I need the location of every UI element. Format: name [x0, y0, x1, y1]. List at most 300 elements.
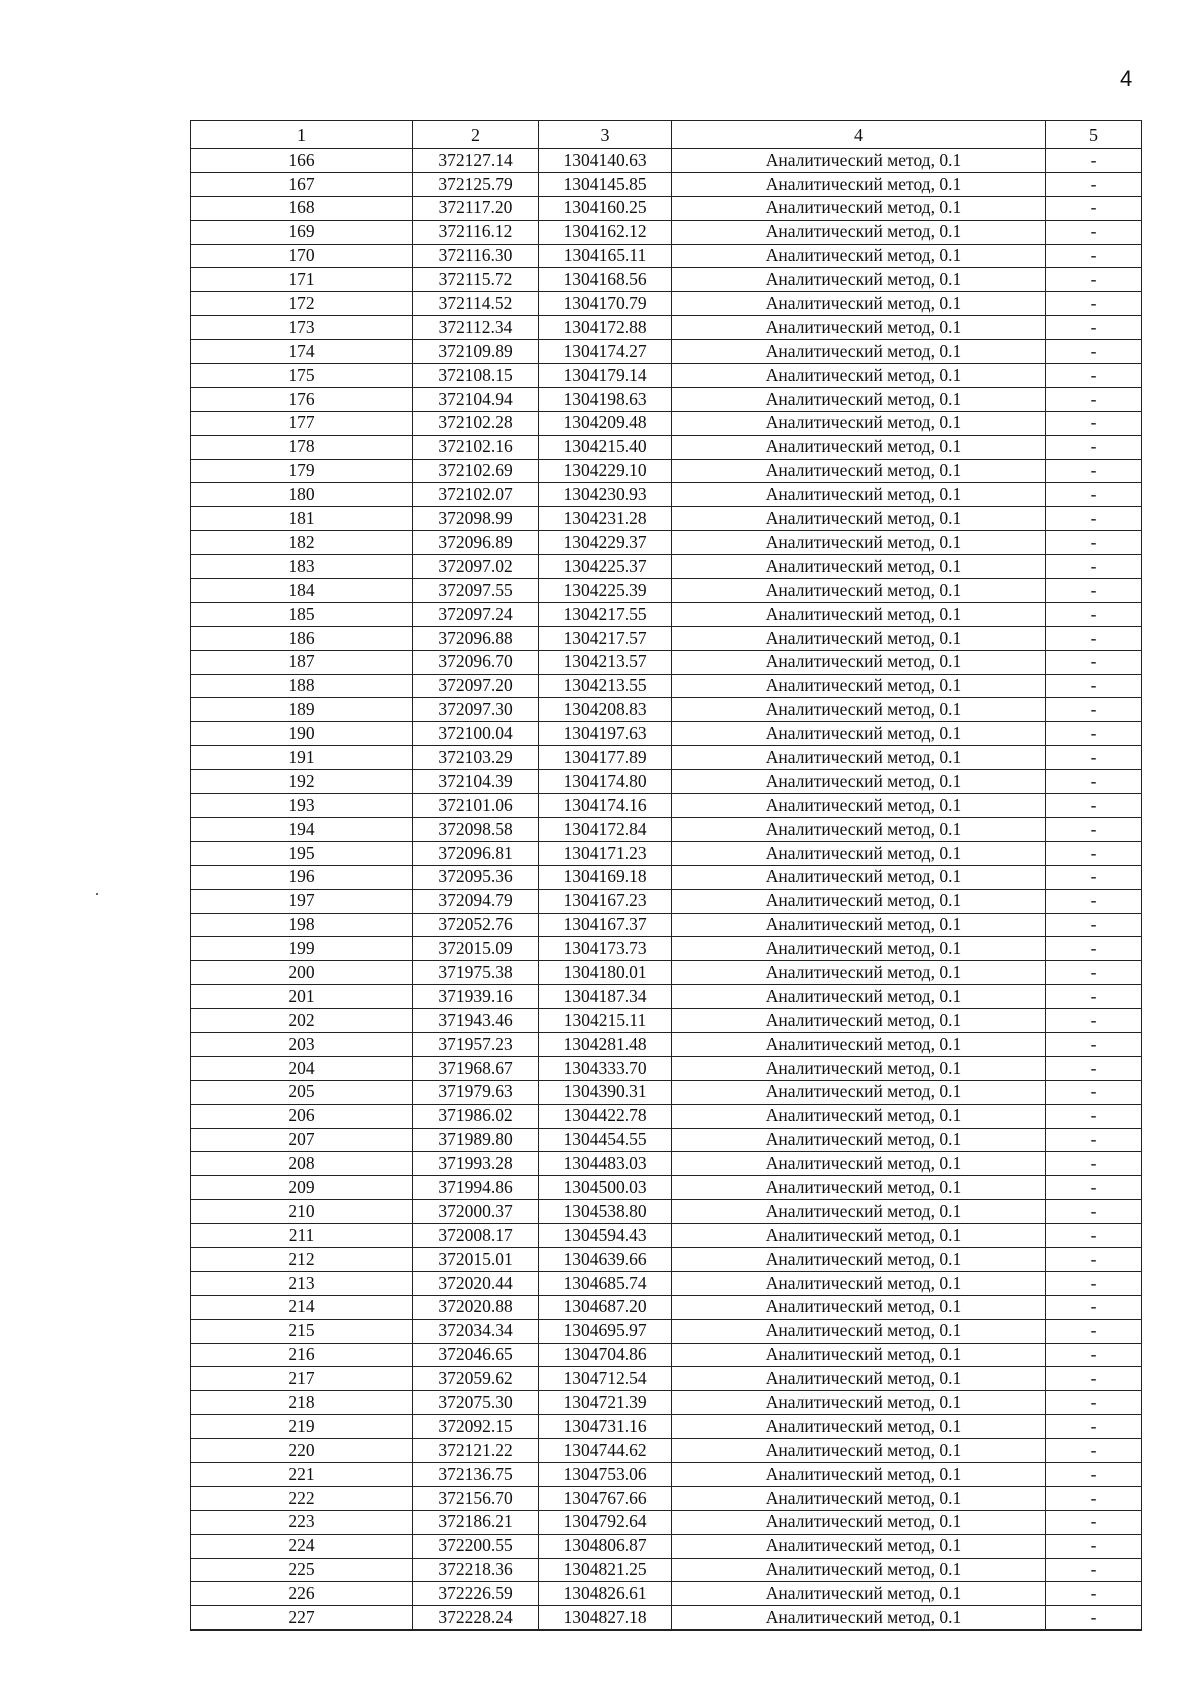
point-number-cell: 210: [191, 1200, 413, 1224]
note-cell: -: [1046, 1176, 1142, 1200]
table-row: [191, 650, 1142, 674]
x-coordinate-cell: 371968.67: [413, 1056, 539, 1080]
method-cell: Аналитический метод, 0.1: [672, 1343, 1046, 1367]
x-coordinate-cell: 372226.59: [413, 1582, 539, 1606]
table-row: [191, 149, 1142, 173]
method-cell: Аналитический метод, 0.1: [672, 1032, 1046, 1056]
table-row: [191, 1367, 1142, 1391]
x-coordinate-cell: 372097.30: [413, 698, 539, 722]
method-cell: Аналитический метод, 0.1: [672, 1080, 1046, 1104]
note-cell: -: [1046, 364, 1142, 388]
method-cell: Аналитический метод, 0.1: [672, 1128, 1046, 1152]
note-cell: -: [1046, 1271, 1142, 1295]
point-number-cell: 175: [191, 364, 413, 388]
x-coordinate-cell: 372115.72: [413, 268, 539, 292]
method-cell: Аналитический метод, 0.1: [672, 865, 1046, 889]
method-cell: Аналитический метод, 0.1: [672, 1558, 1046, 1582]
point-number-cell: 168: [191, 196, 413, 220]
method-cell: Аналитический метод, 0.1: [672, 579, 1046, 603]
point-number-cell: 180: [191, 483, 413, 507]
method-cell: Аналитический метод, 0.1: [672, 1152, 1046, 1176]
method-cell: Аналитический метод, 0.1: [672, 1176, 1046, 1200]
table-row: [191, 722, 1142, 746]
table-row: [191, 1439, 1142, 1463]
x-coordinate-cell: 372136.75: [413, 1462, 539, 1486]
method-cell: Аналитический метод, 0.1: [672, 1510, 1046, 1534]
table-row: [191, 220, 1142, 244]
coordinates-table: [190, 120, 1142, 1631]
table-row: [191, 1606, 1142, 1630]
point-number-cell: 176: [191, 387, 413, 411]
point-number-cell: 198: [191, 913, 413, 937]
table-row: [191, 1582, 1142, 1606]
table-row: [191, 1152, 1142, 1176]
method-cell: Аналитический метод, 0.1: [672, 1200, 1046, 1224]
method-cell: Аналитический метод, 0.1: [672, 698, 1046, 722]
note-cell: -: [1046, 602, 1142, 626]
x-coordinate-cell: 372059.62: [413, 1367, 539, 1391]
y-coordinate-cell: 1304140.63: [539, 149, 672, 173]
y-coordinate-cell: 1304483.03: [539, 1152, 672, 1176]
point-number-cell: 167: [191, 172, 413, 196]
point-number-cell: 204: [191, 1056, 413, 1080]
x-coordinate-cell: 372116.30: [413, 244, 539, 268]
point-number-cell: 178: [191, 435, 413, 459]
note-cell: -: [1046, 1391, 1142, 1415]
point-number-cell: 225: [191, 1558, 413, 1582]
note-cell: -: [1046, 1200, 1142, 1224]
table-row: [191, 841, 1142, 865]
note-cell: -: [1046, 1104, 1142, 1128]
method-cell: Аналитический метод, 0.1: [672, 340, 1046, 364]
table-row: [191, 674, 1142, 698]
table-row: [191, 1295, 1142, 1319]
y-coordinate-cell: 1304281.48: [539, 1032, 672, 1056]
method-cell: Аналитический метод, 0.1: [672, 1486, 1046, 1510]
page-number: 4: [1120, 66, 1133, 91]
y-coordinate-cell: 1304217.55: [539, 602, 672, 626]
method-cell: Аналитический метод, 0.1: [672, 602, 1046, 626]
method-cell: Аналитический метод, 0.1: [672, 674, 1046, 698]
point-number-cell: 169: [191, 220, 413, 244]
table-row: [191, 1558, 1142, 1582]
note-cell: -: [1046, 1415, 1142, 1439]
method-cell: Аналитический метод, 0.1: [672, 770, 1046, 794]
note-cell: -: [1046, 1247, 1142, 1271]
method-cell: Аналитический метод, 0.1: [672, 1534, 1046, 1558]
y-coordinate-cell: 1304169.18: [539, 865, 672, 889]
point-number-cell: 187: [191, 650, 413, 674]
x-coordinate-cell: 372097.24: [413, 602, 539, 626]
method-cell: Аналитический метод, 0.1: [672, 244, 1046, 268]
x-coordinate-cell: 372075.30: [413, 1391, 539, 1415]
table-row: [191, 1032, 1142, 1056]
note-cell: -: [1046, 1319, 1142, 1343]
table-row: [191, 889, 1142, 913]
note-cell: -: [1046, 196, 1142, 220]
table-row: [191, 579, 1142, 603]
note-cell: -: [1046, 1009, 1142, 1033]
point-number-cell: 170: [191, 244, 413, 268]
x-coordinate-cell: 372034.34: [413, 1319, 539, 1343]
note-cell: -: [1046, 268, 1142, 292]
y-coordinate-cell: 1304422.78: [539, 1104, 672, 1128]
y-coordinate-cell: 1304172.88: [539, 316, 672, 340]
note-cell: -: [1046, 817, 1142, 841]
x-coordinate-cell: 372000.37: [413, 1200, 539, 1224]
point-number-cell: 223: [191, 1510, 413, 1534]
method-cell: Аналитический метод, 0.1: [672, 1462, 1046, 1486]
note-cell: -: [1046, 913, 1142, 937]
y-coordinate-cell: 1304215.40: [539, 435, 672, 459]
x-coordinate-cell: 372095.36: [413, 865, 539, 889]
method-cell: Аналитический метод, 0.1: [672, 1319, 1046, 1343]
note-cell: -: [1046, 865, 1142, 889]
note-cell: -: [1046, 435, 1142, 459]
table-row: [191, 602, 1142, 626]
y-coordinate-cell: 1304712.54: [539, 1367, 672, 1391]
y-coordinate-cell: 1304215.11: [539, 1009, 672, 1033]
y-coordinate-cell: 1304731.16: [539, 1415, 672, 1439]
column-header-1: 1: [191, 121, 413, 149]
x-coordinate-cell: 372114.52: [413, 292, 539, 316]
y-coordinate-cell: 1304217.57: [539, 626, 672, 650]
note-cell: -: [1046, 1056, 1142, 1080]
point-number-cell: 200: [191, 961, 413, 985]
table-body: [191, 149, 1142, 1631]
table-row: [191, 1224, 1142, 1248]
x-coordinate-cell: 372100.04: [413, 722, 539, 746]
note-cell: -: [1046, 411, 1142, 435]
point-number-cell: 186: [191, 626, 413, 650]
point-number-cell: 227: [191, 1606, 413, 1630]
method-cell: Аналитический метод, 0.1: [672, 1224, 1046, 1248]
table-row: [191, 1510, 1142, 1534]
y-coordinate-cell: 1304826.61: [539, 1582, 672, 1606]
x-coordinate-cell: 372102.69: [413, 459, 539, 483]
method-cell: Аналитический метод, 0.1: [672, 364, 1046, 388]
y-coordinate-cell: 1304229.37: [539, 531, 672, 555]
x-coordinate-cell: 372125.79: [413, 172, 539, 196]
x-coordinate-cell: 372200.55: [413, 1534, 539, 1558]
method-cell: Аналитический метод, 0.1: [672, 1439, 1046, 1463]
column-header-3: 3: [539, 121, 672, 149]
note-cell: -: [1046, 1080, 1142, 1104]
x-coordinate-cell: 372097.55: [413, 579, 539, 603]
x-coordinate-cell: 372097.20: [413, 674, 539, 698]
y-coordinate-cell: 1304160.25: [539, 196, 672, 220]
method-cell: Аналитический метод, 0.1: [672, 794, 1046, 818]
y-coordinate-cell: 1304230.93: [539, 483, 672, 507]
note-cell: -: [1046, 483, 1142, 507]
y-coordinate-cell: 1304721.39: [539, 1391, 672, 1415]
y-coordinate-cell: 1304209.48: [539, 411, 672, 435]
x-coordinate-cell: 372108.15: [413, 364, 539, 388]
table-row: [191, 1056, 1142, 1080]
table-row: [191, 435, 1142, 459]
x-coordinate-cell: 371989.80: [413, 1128, 539, 1152]
x-coordinate-cell: 372102.28: [413, 411, 539, 435]
table-header-row: [191, 121, 1142, 149]
note-cell: -: [1046, 674, 1142, 698]
method-cell: Аналитический метод, 0.1: [672, 650, 1046, 674]
y-coordinate-cell: 1304213.55: [539, 674, 672, 698]
method-cell: Аналитический метод, 0.1: [672, 1582, 1046, 1606]
x-coordinate-cell: 372020.44: [413, 1271, 539, 1295]
x-coordinate-cell: 372096.70: [413, 650, 539, 674]
scan-speck: [96, 893, 98, 895]
y-coordinate-cell: 1304687.20: [539, 1295, 672, 1319]
x-coordinate-cell: 371975.38: [413, 961, 539, 985]
note-cell: -: [1046, 1224, 1142, 1248]
table-row: [191, 770, 1142, 794]
x-coordinate-cell: 372156.70: [413, 1486, 539, 1510]
note-cell: -: [1046, 220, 1142, 244]
table-row: [191, 1128, 1142, 1152]
method-cell: Аналитический метод, 0.1: [672, 411, 1046, 435]
note-cell: -: [1046, 459, 1142, 483]
point-number-cell: 189: [191, 698, 413, 722]
y-coordinate-cell: 1304179.14: [539, 364, 672, 388]
note-cell: -: [1046, 1606, 1142, 1630]
table-row: [191, 746, 1142, 770]
x-coordinate-cell: 372127.14: [413, 149, 539, 173]
table-row: [191, 698, 1142, 722]
x-coordinate-cell: 372102.07: [413, 483, 539, 507]
method-cell: Аналитический метод, 0.1: [672, 172, 1046, 196]
point-number-cell: 166: [191, 149, 413, 173]
point-number-cell: 215: [191, 1319, 413, 1343]
y-coordinate-cell: 1304165.11: [539, 244, 672, 268]
method-cell: Аналитический метод, 0.1: [672, 1367, 1046, 1391]
point-number-cell: 207: [191, 1128, 413, 1152]
y-coordinate-cell: 1304172.84: [539, 817, 672, 841]
y-coordinate-cell: 1304333.70: [539, 1056, 672, 1080]
note-cell: -: [1046, 1367, 1142, 1391]
x-coordinate-cell: 372112.34: [413, 316, 539, 340]
table-row: [191, 1009, 1142, 1033]
x-coordinate-cell: 372098.58: [413, 817, 539, 841]
y-coordinate-cell: 1304827.18: [539, 1606, 672, 1630]
method-cell: Аналитический метод, 0.1: [672, 746, 1046, 770]
point-number-cell: 199: [191, 937, 413, 961]
point-number-cell: 226: [191, 1582, 413, 1606]
method-cell: Аналитический метод, 0.1: [672, 435, 1046, 459]
y-coordinate-cell: 1304208.83: [539, 698, 672, 722]
y-coordinate-cell: 1304753.06: [539, 1462, 672, 1486]
y-coordinate-cell: 1304168.56: [539, 268, 672, 292]
y-coordinate-cell: 1304454.55: [539, 1128, 672, 1152]
method-cell: Аналитический метод, 0.1: [672, 1295, 1046, 1319]
table-row: [191, 913, 1142, 937]
x-coordinate-cell: 372015.01: [413, 1247, 539, 1271]
y-coordinate-cell: 1304174.27: [539, 340, 672, 364]
method-cell: Аналитический метод, 0.1: [672, 531, 1046, 555]
x-coordinate-cell: 372104.39: [413, 770, 539, 794]
note-cell: -: [1046, 1295, 1142, 1319]
note-cell: -: [1046, 1343, 1142, 1367]
note-cell: -: [1046, 172, 1142, 196]
column-header-5: 5: [1046, 121, 1142, 149]
table-row: [191, 794, 1142, 818]
y-coordinate-cell: 1304145.85: [539, 172, 672, 196]
note-cell: -: [1046, 1486, 1142, 1510]
x-coordinate-cell: 372052.76: [413, 913, 539, 937]
note-cell: -: [1046, 626, 1142, 650]
note-cell: -: [1046, 1462, 1142, 1486]
table-row: [191, 985, 1142, 1009]
note-cell: -: [1046, 794, 1142, 818]
x-coordinate-cell: 372109.89: [413, 340, 539, 364]
table-row: [191, 1080, 1142, 1104]
method-cell: Аналитический метод, 0.1: [672, 1415, 1046, 1439]
point-number-cell: 184: [191, 579, 413, 603]
method-cell: Аналитический метод, 0.1: [672, 268, 1046, 292]
method-cell: Аналитический метод, 0.1: [672, 817, 1046, 841]
y-coordinate-cell: 1304187.34: [539, 985, 672, 1009]
point-number-cell: 218: [191, 1391, 413, 1415]
point-number-cell: 194: [191, 817, 413, 841]
table-row: [191, 1391, 1142, 1415]
table-row: [191, 1462, 1142, 1486]
point-number-cell: 220: [191, 1439, 413, 1463]
y-coordinate-cell: 1304225.39: [539, 579, 672, 603]
method-cell: Аналитический метод, 0.1: [672, 387, 1046, 411]
point-number-cell: 172: [191, 292, 413, 316]
y-coordinate-cell: 1304639.66: [539, 1247, 672, 1271]
table-row: [191, 626, 1142, 650]
point-number-cell: 216: [191, 1343, 413, 1367]
table-row: [191, 411, 1142, 435]
table-row: [191, 937, 1142, 961]
y-coordinate-cell: 1304821.25: [539, 1558, 672, 1582]
x-coordinate-cell: 371939.16: [413, 985, 539, 1009]
note-cell: -: [1046, 292, 1142, 316]
note-cell: -: [1046, 937, 1142, 961]
x-coordinate-cell: 372096.88: [413, 626, 539, 650]
point-number-cell: 192: [191, 770, 413, 794]
x-coordinate-cell: 372096.81: [413, 841, 539, 865]
point-number-cell: 209: [191, 1176, 413, 1200]
point-number-cell: 202: [191, 1009, 413, 1033]
method-cell: Аналитический метод, 0.1: [672, 626, 1046, 650]
y-coordinate-cell: 1304197.63: [539, 722, 672, 746]
y-coordinate-cell: 1304167.37: [539, 913, 672, 937]
method-cell: Аналитический метод, 0.1: [672, 292, 1046, 316]
point-number-cell: 205: [191, 1080, 413, 1104]
point-number-cell: 217: [191, 1367, 413, 1391]
note-cell: -: [1046, 1439, 1142, 1463]
table-row: [191, 483, 1142, 507]
method-cell: Аналитический метод, 0.1: [672, 961, 1046, 985]
note-cell: -: [1046, 698, 1142, 722]
method-cell: Аналитический метод, 0.1: [672, 1009, 1046, 1033]
y-coordinate-cell: 1304390.31: [539, 1080, 672, 1104]
point-number-cell: 179: [191, 459, 413, 483]
note-cell: -: [1046, 507, 1142, 531]
note-cell: -: [1046, 961, 1142, 985]
table-row: [191, 1200, 1142, 1224]
point-number-cell: 182: [191, 531, 413, 555]
note-cell: -: [1046, 1152, 1142, 1176]
note-cell: -: [1046, 985, 1142, 1009]
method-cell: Аналитический метод, 0.1: [672, 1606, 1046, 1630]
x-coordinate-cell: 372218.36: [413, 1558, 539, 1582]
x-coordinate-cell: 371993.28: [413, 1152, 539, 1176]
note-cell: -: [1046, 722, 1142, 746]
table-row: [191, 507, 1142, 531]
note-cell: -: [1046, 770, 1142, 794]
note-cell: -: [1046, 149, 1142, 173]
x-coordinate-cell: 372116.12: [413, 220, 539, 244]
y-coordinate-cell: 1304500.03: [539, 1176, 672, 1200]
y-coordinate-cell: 1304685.74: [539, 1271, 672, 1295]
x-coordinate-cell: 372117.20: [413, 196, 539, 220]
point-number-cell: 203: [191, 1032, 413, 1056]
point-number-cell: 191: [191, 746, 413, 770]
note-cell: -: [1046, 316, 1142, 340]
point-number-cell: 224: [191, 1534, 413, 1558]
table-row: [191, 555, 1142, 579]
point-number-cell: 221: [191, 1462, 413, 1486]
table-row: [191, 1415, 1142, 1439]
point-number-cell: 214: [191, 1295, 413, 1319]
y-coordinate-cell: 1304767.66: [539, 1486, 672, 1510]
table-row: [191, 292, 1142, 316]
point-number-cell: 174: [191, 340, 413, 364]
method-cell: Аналитический метод, 0.1: [672, 507, 1046, 531]
y-coordinate-cell: 1304704.86: [539, 1343, 672, 1367]
y-coordinate-cell: 1304174.16: [539, 794, 672, 818]
y-coordinate-cell: 1304695.97: [539, 1319, 672, 1343]
note-cell: -: [1046, 1582, 1142, 1606]
y-coordinate-cell: 1304594.43: [539, 1224, 672, 1248]
note-cell: -: [1046, 1128, 1142, 1152]
table-row: [191, 364, 1142, 388]
y-coordinate-cell: 1304180.01: [539, 961, 672, 985]
point-number-cell: 196: [191, 865, 413, 889]
y-coordinate-cell: 1304213.57: [539, 650, 672, 674]
y-coordinate-cell: 1304167.23: [539, 889, 672, 913]
method-cell: Аналитический метод, 0.1: [672, 1271, 1046, 1295]
point-number-cell: 195: [191, 841, 413, 865]
note-cell: -: [1046, 650, 1142, 674]
method-cell: Аналитический метод, 0.1: [672, 149, 1046, 173]
note-cell: -: [1046, 579, 1142, 603]
method-cell: Аналитический метод, 0.1: [672, 555, 1046, 579]
x-coordinate-cell: 372098.99: [413, 507, 539, 531]
note-cell: -: [1046, 531, 1142, 555]
point-number-cell: 208: [191, 1152, 413, 1176]
x-coordinate-cell: 372228.24: [413, 1606, 539, 1630]
note-cell: -: [1046, 1534, 1142, 1558]
table-row: [191, 268, 1142, 292]
point-number-cell: 183: [191, 555, 413, 579]
method-cell: Аналитический метод, 0.1: [672, 316, 1046, 340]
note-cell: -: [1046, 387, 1142, 411]
method-cell: Аналитический метод, 0.1: [672, 1056, 1046, 1080]
method-cell: Аналитический метод, 0.1: [672, 483, 1046, 507]
method-cell: Аналитический метод, 0.1: [672, 220, 1046, 244]
x-coordinate-cell: 371994.86: [413, 1176, 539, 1200]
x-coordinate-cell: 372121.22: [413, 1439, 539, 1463]
method-cell: Аналитический метод, 0.1: [672, 1104, 1046, 1128]
table-row: [191, 865, 1142, 889]
table-row: [191, 961, 1142, 985]
method-cell: Аналитический метод, 0.1: [672, 841, 1046, 865]
x-coordinate-cell: 372102.16: [413, 435, 539, 459]
x-coordinate-cell: 372092.15: [413, 1415, 539, 1439]
